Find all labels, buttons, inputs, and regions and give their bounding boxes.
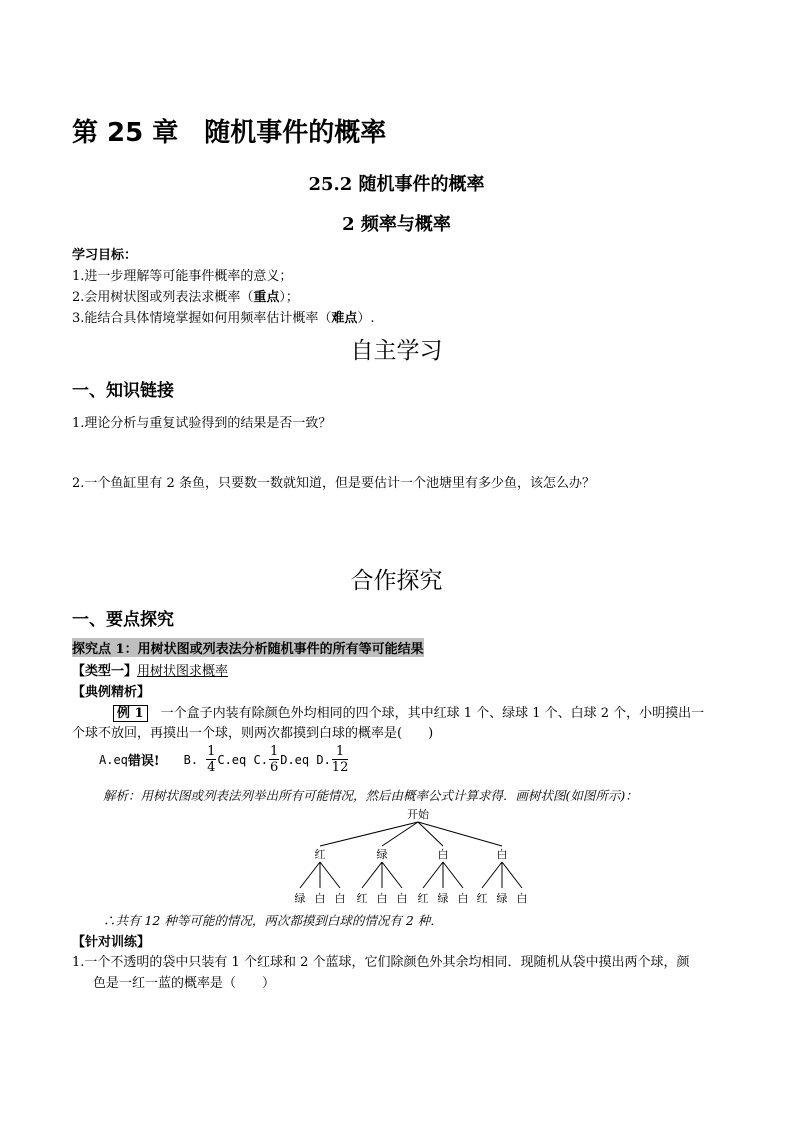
- objective-2-text: 2.会用树状图或列表法求概率（: [72, 290, 254, 305]
- objective-1: 1.进一步理解等可能事件概率的意义；: [72, 269, 293, 284]
- tree-node-level-2: 红: [476, 892, 488, 905]
- tree-branch-level-1: [320, 822, 418, 846]
- objective-2: [72, 286, 299, 305]
- practice-label: 【针对训练】: [72, 935, 151, 950]
- tree-node-level-2: 红: [356, 892, 368, 905]
- option-b-prefix: B.: [183, 752, 199, 767]
- option-c-denominator: 6: [269, 760, 279, 775]
- question-2: 2.一个鱼缸里有 2 条鱼，只要数一数就知道，但是要估计一个池塘里有多少鱼，该怎么办？: [72, 476, 595, 491]
- section-title: 25.2 随机事件的概率: [308, 174, 485, 195]
- option-a: A.eq: [99, 752, 128, 767]
- example-label: 【典例精析】: [72, 685, 151, 700]
- option-c-numerator: 1: [269, 744, 279, 759]
- tree-branch-level-2: [502, 862, 522, 888]
- exploration-point-1: 探究点 1：用树状图或列表法分析随机事件的所有等可能结果: [72, 638, 424, 657]
- type-1-title: 用树状图求概率: [137, 664, 229, 679]
- tree-node-level-1: 绿: [376, 848, 388, 861]
- tree-branch-level-2: [443, 862, 463, 888]
- option-d-denominator: 12: [331, 760, 349, 775]
- tree-root-label: 开始: [407, 808, 429, 821]
- subsection-title: 2 频率与概率: [342, 214, 451, 235]
- objective-3: [72, 307, 375, 326]
- option-d-fraction: [332, 744, 349, 775]
- option-b-denominator: 4: [207, 760, 216, 775]
- type-1-label: 【类型一】: [72, 664, 138, 679]
- tree-branch-level-2: [300, 862, 320, 888]
- objective-3-text: 3.能结合具体情境掌握如何用频率估计概率（: [72, 311, 332, 326]
- answer-options: [99, 744, 349, 775]
- tree-node-level-2: 白: [457, 892, 469, 905]
- tree-branch-level-2: [382, 862, 402, 888]
- practice-line-1: 1.一个不透明的袋中只装有 1 个红球和 2 个蓝球，它们除颜色外其余均相同．现随机从袋中摸出两个球，颜: [72, 955, 690, 970]
- option-a-error: 错误!: [127, 754, 160, 769]
- tree-node-level-2: 白: [396, 892, 408, 905]
- tree-node-level-2: 绿: [496, 892, 508, 905]
- objective-2-end: ）；: [279, 290, 299, 305]
- analysis-text: 解析：用树状图或列表法列举出所有可能情况，然后由概率公式计算求得．画树状图(如图所示)：: [103, 788, 638, 803]
- tree-branch-level-2: [482, 862, 502, 888]
- option-b-numerator: 1: [207, 744, 216, 759]
- example-1-text: 一个盒子内装有除颜色外均相同的四个球，其中红球 1 个、绿球 1 个、白球 2 个，小明摸出一: [147, 706, 705, 721]
- tree-node-level-2: 白: [334, 892, 346, 905]
- tree-node-level-1: 红: [314, 848, 326, 861]
- question-1: 1.理论分析与重复试验得到的结果是否一致？: [72, 416, 332, 431]
- tree-node-level-2: 白: [516, 892, 528, 905]
- key-points-heading: 一、要点探究: [72, 610, 174, 630]
- tree-node-level-1: 白: [496, 848, 508, 861]
- self-study-banner: 自主学习: [350, 338, 443, 364]
- tree-branch-level-2: [320, 862, 340, 888]
- option-b-fraction: [206, 744, 216, 775]
- option-c-prefix: C.eq C.: [217, 752, 268, 767]
- tree-branch-level-2: [423, 862, 443, 888]
- type-1-heading: [72, 660, 228, 679]
- tree-branch-level-2: [362, 862, 382, 888]
- tree-diagram: [280, 800, 550, 910]
- option-d-prefix: D.eq D.: [280, 752, 331, 767]
- conclusion-text: ∴共有 12 种等可能的情况，两次都摸到白球的情况有 2 种．: [103, 913, 443, 928]
- objective-3-emphasis: 难点: [331, 311, 358, 326]
- tree-branch-level-1: [382, 822, 418, 846]
- option-d-numerator: 1: [332, 744, 349, 760]
- option-c-fraction: [269, 744, 279, 775]
- tree-node-level-2: 白: [314, 892, 326, 905]
- tree-node-level-2: 红: [417, 892, 429, 905]
- objective-3-end: ）.: [357, 311, 375, 326]
- example-tag: 例 1: [113, 705, 148, 722]
- objective-2-emphasis: 重点: [253, 290, 280, 305]
- tree-node-level-1: 白: [437, 848, 449, 861]
- knowledge-link-heading: 一、知识链接: [72, 381, 174, 401]
- practice-line-2: 色是一红一蓝的概率是（ ）: [93, 976, 276, 991]
- tree-node-level-2: 白: [376, 892, 388, 905]
- example-1-line-1: [113, 702, 704, 721]
- chapter-title: 第 25 章 随机事件的概率: [72, 118, 387, 148]
- example-1-line-2: 个球不放回，再摸出一个球，则两次都摸到白球的概率是( ): [72, 726, 434, 741]
- tree-node-level-2: 绿: [294, 892, 306, 905]
- objectives-label: 学习目标：: [72, 248, 138, 263]
- coop-banner: 合作探究: [350, 568, 443, 594]
- tree-node-level-2: 绿: [437, 892, 449, 905]
